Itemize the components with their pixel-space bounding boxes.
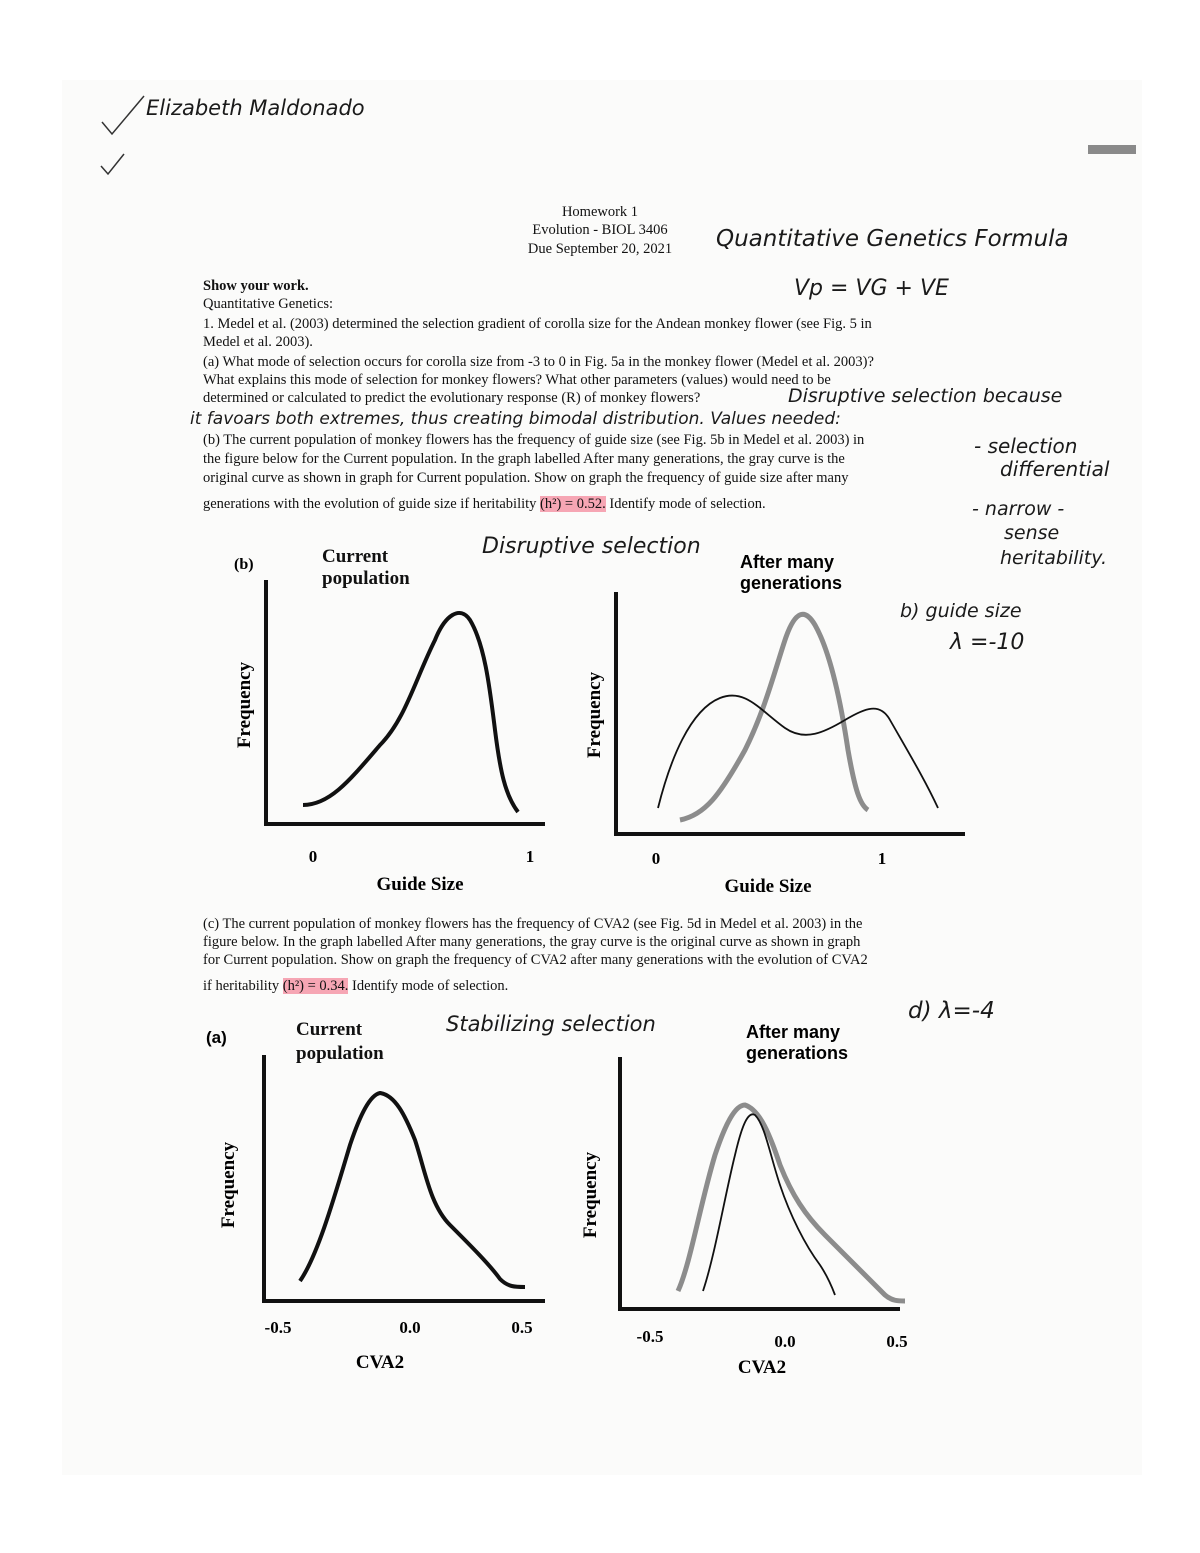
current-population-curve [303, 613, 518, 812]
figure-c-after-graph [570, 1055, 950, 1395]
question-b-line [203, 496, 766, 513]
original-curve [678, 1105, 905, 1301]
section-heading: Quantitative Genetics: [203, 296, 334, 312]
heritability-highlight: (h²) = 0.52. [540, 496, 606, 512]
guide-size-note: b) guide size [900, 600, 1022, 622]
formula: Vp = VG + VE [794, 276, 949, 301]
figure-c-panel-label: (a) [206, 1028, 227, 1047]
question-a-line: What explains this mode of selection for monkey flowers? What other parameters (values) would need to be [203, 372, 831, 388]
question-c-line: figure below. In the graph labelled After many generations, the gray curve is the original curve as shown in graph [203, 934, 861, 950]
check-mark-icon [98, 92, 148, 142]
figure-c-current-graph [200, 1055, 550, 1385]
graph-title-line: population [296, 1043, 384, 1064]
needed-value: - narrow - [972, 498, 1065, 520]
x-axis-label: Guide Size [376, 874, 464, 895]
needed-value: differential [1000, 457, 1110, 481]
x-tick-label: 1 [877, 849, 887, 868]
x-tick-label: -0.5 [636, 1327, 664, 1346]
question-b-text: generations with the evolution of guide size if heritability [203, 496, 541, 512]
answer-a-line: it favoars both extremes, thus creating bimodal distribution. Values needed: [190, 409, 841, 429]
graph-title-line: generations [740, 573, 843, 593]
x-tick-label: 0 [651, 849, 661, 868]
scan-edge-mark [1088, 145, 1136, 154]
question-c-text: if heritability [203, 978, 283, 994]
y-axis-label: Frequency [580, 1151, 601, 1239]
needed-value: - selection [974, 434, 1078, 458]
after-selection-curve [658, 695, 938, 808]
question-b-line: the figure below for the Current population. In the graph labelled After many generations, the gray curve is the [203, 451, 845, 467]
question-c-line: for Current population. Show on graph the frequency of CVA2 after many generations with the evolution of CVA2 [203, 952, 868, 968]
mode-of-selection-b: Disruptive selection [482, 534, 701, 559]
question-b-line: original curve as shown in graph for Current population. Show on graph the frequency of guide size after many [203, 470, 849, 486]
assignment-title: Homework 1 [561, 204, 639, 220]
x-tick-label: 0.0 [774, 1332, 796, 1351]
question-1-line: 1. Medel et al. (2003) determined the selection gradient of corolla size for the Andean monkey flower (see Fig. 5 in [203, 316, 872, 332]
y-axis-label: Frequency [584, 671, 605, 759]
question-b-line: (b) The current population of monkey flowers has the frequency of guide size (see Fig. 5b in Medel et al. 2003) in [203, 432, 865, 448]
graph-title-line: After many [740, 552, 835, 572]
question-a-line: (a) What mode of selection occurs for corolla size from -3 to 0 in Fig. 5a in the monkey flower (Medel et al. 2003)? [203, 354, 874, 370]
due-date: Due September 20, 2021 [527, 241, 673, 257]
check-mark-icon [98, 150, 128, 180]
x-tick-label: 0 [308, 847, 318, 866]
needed-value: heritability. [1000, 547, 1108, 569]
x-axis-label: CVA2 [355, 1352, 405, 1373]
question-c-line: (c) The current population of monkey flowers has the frequency of CVA2 (see Fig. 5d in Medel et al. 2003) in the [203, 916, 863, 932]
question-c-text: Identify mode of selection. [348, 978, 509, 994]
current-population-curve [300, 1093, 525, 1287]
figure-b-current-graph [220, 580, 550, 900]
course-name: Evolution - BIOL 3406 [532, 222, 668, 238]
show-work-label: Show your work. [203, 278, 309, 294]
x-tick-label: 0.5 [886, 1332, 908, 1351]
y-axis-label: Frequency [234, 661, 255, 749]
question-b-text: Identify mode of selection. [605, 496, 766, 512]
question-1-line: Medel et al. 2003). [203, 334, 313, 350]
x-tick-label: -0.5 [264, 1318, 292, 1337]
graph-title-line: generations [746, 1043, 849, 1063]
heritability-highlight: (h²) = 0.34. [282, 978, 349, 994]
x-tick-label: 0.5 [511, 1318, 533, 1337]
x-tick-label: 1 [525, 847, 535, 866]
answer-a-line: Disruptive selection because [788, 385, 1063, 407]
formula-title: Quantitative Genetics Formula [716, 226, 1069, 252]
student-name: Elizabeth Maldonado [146, 96, 365, 120]
graph-title-line: Current [296, 1019, 363, 1040]
x-axis-label: Guide Size [724, 876, 812, 897]
question-c-line [203, 978, 508, 995]
needed-value: sense [1004, 522, 1060, 544]
question-a-line: determined or calculated to predict the evolutionary response (R) of monkey flowers? [203, 390, 701, 406]
figure-b-panel-label: (b) [234, 556, 254, 573]
original-curve [680, 614, 868, 820]
x-tick-label: 0.0 [399, 1318, 421, 1337]
figure-b-after-graph [580, 580, 980, 900]
graph-title-line: population [322, 568, 410, 589]
graph-title-line: After many [746, 1022, 841, 1042]
y-axis-label: Frequency [218, 1141, 239, 1229]
x-axis-label: CVA2 [737, 1357, 787, 1378]
graph-title-line: Current [322, 546, 389, 567]
mode-of-selection-c: Stabilizing selection [446, 1012, 656, 1036]
lambda-note: d) λ=-4 [908, 998, 995, 1024]
lambda-note: λ =-10 [950, 630, 1025, 655]
